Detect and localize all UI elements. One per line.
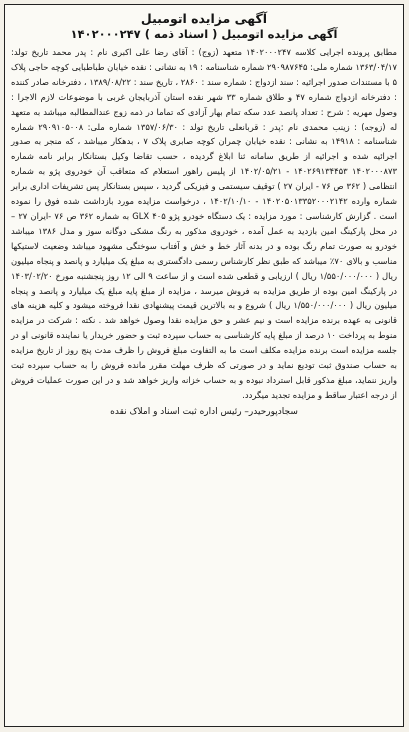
notice-heading: آگهی مزایده اتومبیل bbox=[140, 11, 268, 26]
notice-body: مطابق پرونده اجرایی کلاسه ۱۴۰۲۰۰۰۲۴۷ متعهد (زوج) : آقای رضا علی اکبری نام : پدر محمد تاریخ تولد: ۱۳۶۳/۰۴/۱۷ شماره ملی: ۲۹۰۹۸۷۶۴۵ شماره شناسنامه : ۱۹ به نشانی : نقده خیابان طباطبایی کوچه حاجی پلاک ۵ با مستندات صدور اجرائیه : سند ازدواج : شماره سند : ۲۸۶۰ ، تاریخ سند : ۱۳۸۹/۰۸/۲۲ ، دفترخانه صادر کننده : دفترخانه ازدواج شماره ۴۷ و طلاق شماره ۳۳ شهر نقده استان آذربایجان غربی با موضوعات لازم الاجرا : وصول مهریه : شرح : تعداد پانصد عدد سکه تمام بهار آزادی که تماما در ذمه زوج عندالمطالبه میباشد به متعهد له (زوجه) : زینب محمدی نام :پدر : قربانعلی تاریخ تولد : ۱۳۵۷/۰۶/۳۰ شماره ملی: ۲۹۰۹۱۰۵۰۰۸ شماره شناسنامه : ۱۴۹۱۸ به نشانی : نقده خیابان چمران کوچه صابری پلاک ۷ ، بدهکار میباشد ، که منجر به صدور اجرائیه شده و اجرائیه از طریق سامانه ثنا ابلاغ گردیده ، حسب تقاضا وکیل بستانکار برابر نامه شماره ۱۴۰۲۰۰۰۸۷۳ ۱۴۰۲۶۹۱۳۴۴۵۳ - ۱۴۰۲/۰۵/۲۱ از پلیس راهور استعلام که متعاقب آن خودروی پژو به شماره انتظامی ( ۳۶۲ ص ۷۶ - ایران ۲۷ ) توقیف سیستمی و فیزیکی گردید ، سپس بستانکار پس تشریفات اداری برابر شماره وارده ۱۴۰۲۰۵۰۱۳۳۵۲۰۰۰۲۱۴۲ - ۱۴۰۲/۱۰/۱۰ ، درخواست مزایده مورد بازداشت شده فوق را نموده است . گزارش کارشناسی : مورد مزایده : یک دستگاه خودرو پژو ۴۰۵ GLX به شماره ۳۶۲ ص ۷۶ -ایران ۲۷ – در محل پارکینگ امین بازدید به عمل آمده ، خودروی مذکور به رنگ مشکی دوگانه سوز و مدل ۱۳۸۶ میباشد خودرو به صورت تمام رنگ بوده و در بدنه آثار خط و خش و آفتاب سوختگی مشهود میباشد وضعیت لاستیکها مناسب و بالای ۷۰٪ میباشد که طبق نظر کارشناس رسمی دادگستری به مبلغ یک میلیارد و پانصد و پنجاه میلیون ریال ( ۱/۵۵۰/۰۰۰/۰۰۰ ریال ) ارزیابی و قطعی شده است و از ساعت ۹ الی ۱۲ روز پنجشنبه مورخ ۱۴۰۳/۰۲/۲۰ در پارکینگ امین بوده از طریق مزایده به فروش میرسد ، مزایده از مبلغ پایه مبلغ یک میلیارد و پانصد و پنجاه میلیون ریال ( ۱/۵۵۰/۰۰۰/۰۰۰ ریال ) شروع و به بالاترین قیمت پیشنهادی نقدا فروخته میشود و کلیه هزینه های قانونی به عهده برنده مزایده است و نیم عشر و حق مزایده نقدا وصول خواهد شد . نکته : شرکت در مزایده منوط به پرداخت ۱۰ درصد از مبلغ پایه کارشناسی به حساب سپرده ثبت و حضور خریدار یا نماینده قانونی او در جلسه مزایده است برنده مزایده مکلف است ما به التفاوت مبلغ فروش را ظرف مدت پنج روز از تاریخ مزایده به حساب صندوق ثبت تودیع نماید و در صورتی که ظرف مهلت مقرر مانده فروش را به حساب سپرده ثبت واریز ننماید، مبلغ مذکور قابل استرداد نبوده و به حساب خزانه واریز خواهد شد و در این صورت عملیات فروش از درجه اعتبار ساقط و مزایده تجدید میگردد. bbox=[11, 47, 398, 400]
notice-subheading: آگهی مزایده اتومبیل ( اسناد ذمه ) ۱۴۰۲۰۰۰۲۴۷ bbox=[70, 27, 338, 41]
notice-signature: سجادپورحیدر– رئیس اداره ثبت اسناد و املاک نقده bbox=[110, 406, 298, 417]
auction-notice bbox=[4, 4, 404, 727]
